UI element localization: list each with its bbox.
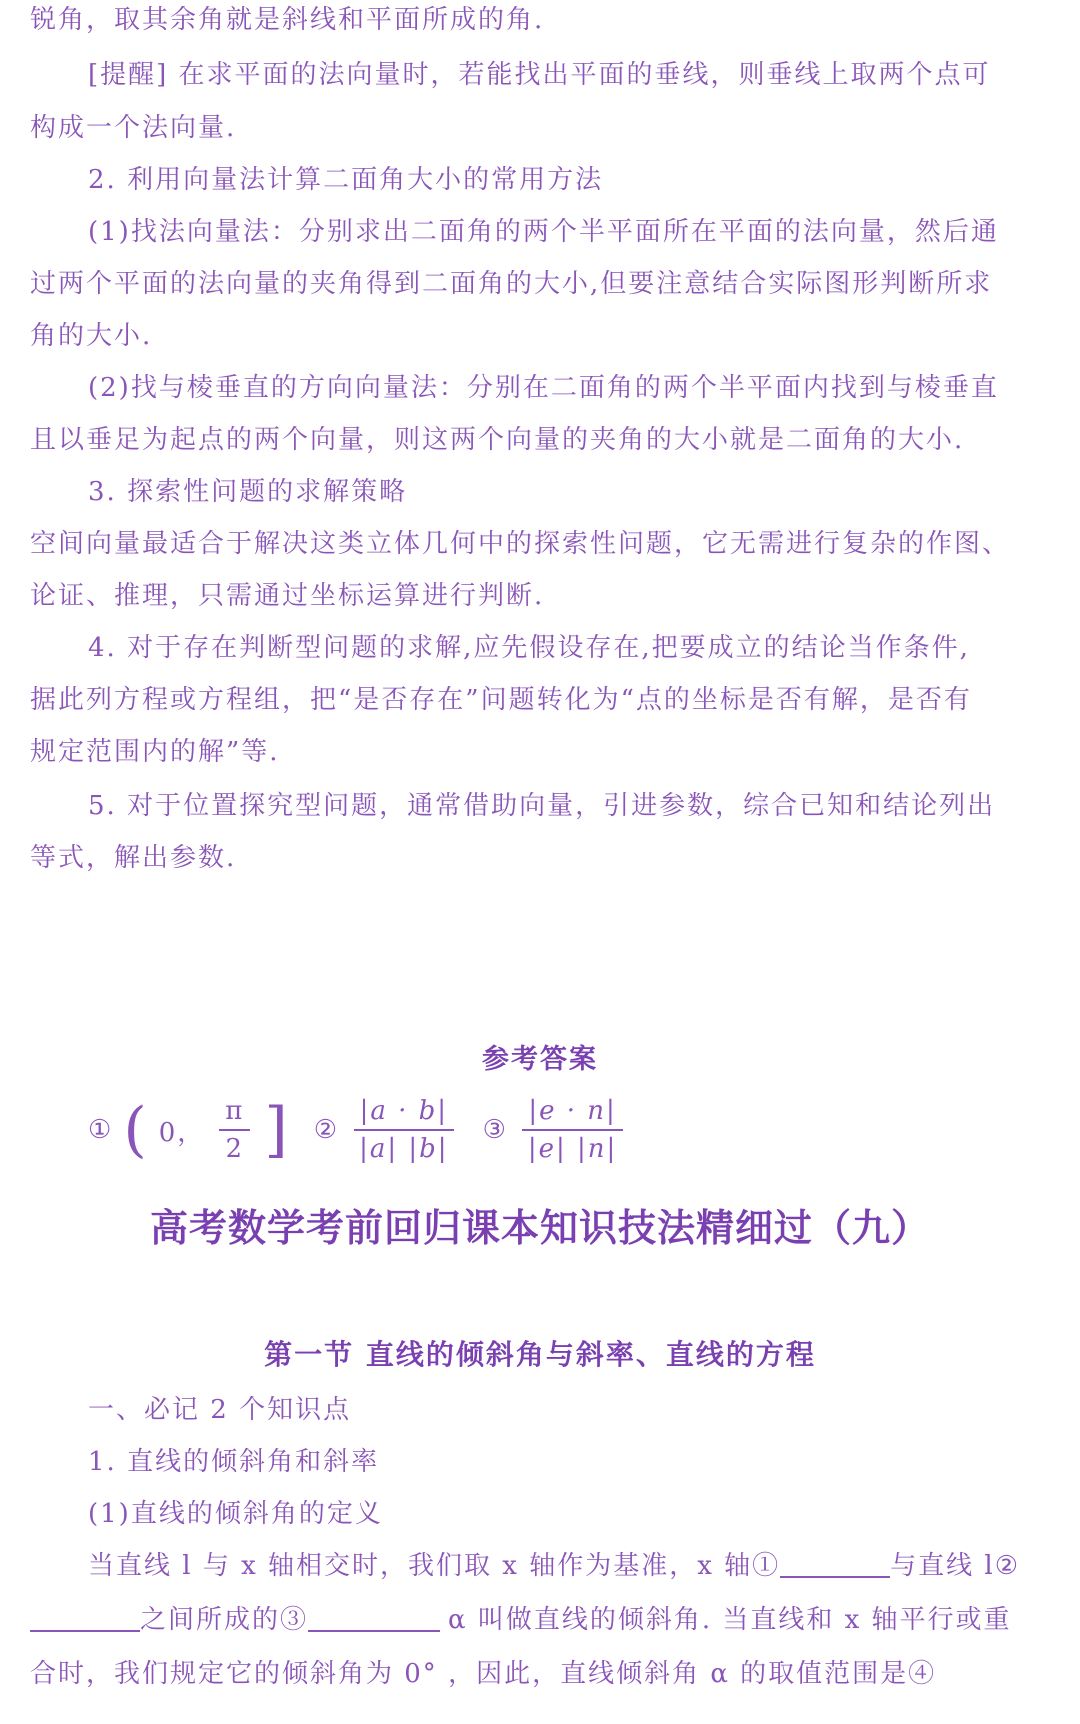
text-line: 据此列方程或方程组，把“是否存在”问题转化为“点的坐标是否有解，是否有 — [30, 685, 972, 715]
text-line — [30, 1600, 1012, 1640]
text-fragment: 之间所成的③ — [140, 1605, 309, 1635]
text-line: (2)找与棱垂直的方向向量法：分别在二面角的两个半平面内找到与棱垂直 — [88, 373, 999, 403]
fraction-denominator: |a| |b| — [359, 1134, 449, 1164]
fraction-ab — [353, 1093, 454, 1167]
answer-formulas — [88, 1085, 627, 1175]
fraction-numerator: π — [219, 1093, 250, 1131]
fraction-numerator: |e · n| — [522, 1093, 622, 1131]
fill-blank-1 — [780, 1550, 890, 1578]
text-line: 空间向量最适合于解决这类立体几何中的探索性问题，它无需进行复杂的作图、 — [30, 529, 1011, 559]
text-line: 论证、推理，只需通过坐标运算进行判断. — [30, 581, 545, 611]
text-line: 5. 对于位置探究型问题，通常借助向量，引进参数，综合已知和结论列出 — [88, 791, 996, 821]
left-paren: ( — [123, 1095, 149, 1165]
fraction-pi-over-2 — [219, 1093, 250, 1167]
fraction-denominator: 2 — [225, 1134, 245, 1164]
text-line: 一、必记 2 个知识点 — [88, 1395, 352, 1425]
text-line: 构成一个法向量. — [30, 113, 237, 143]
main-title: 高考数学考前回归课本知识技法精细过（九） — [149, 1205, 930, 1250]
text-line: 合时，我们规定它的倾斜角为 0° ，因此，直线倾斜角 α 的取值范围是④ — [30, 1659, 937, 1689]
text-line: 4. 对于存在判断型问题的求解,应先假设存在,把要成立的结论当作条件, — [88, 633, 970, 663]
answer-mark-3: ③ — [482, 1115, 508, 1145]
answer-title: 参考答案 — [482, 1044, 598, 1075]
fraction-numerator: |a · b| — [354, 1093, 454, 1131]
right-bracket: ] — [264, 1095, 290, 1165]
text-line: [提醒] 在求平面的法向量时，若能找出平面的垂线，则垂线上取两个点可 — [88, 60, 991, 90]
fill-blank-3 — [308, 1604, 440, 1632]
text-line: 过两个平面的法向量的夹角得到二面角的大小,但要注意结合实际图形判断所求 — [30, 269, 993, 299]
text-fragment: α 叫做直线的倾斜角. 当直线和 x 轴平行或重 — [448, 1605, 1012, 1635]
text-fragment: 当直线 l 与 x 轴相交时，我们取 x 轴作为基准，x 轴① — [88, 1551, 781, 1581]
text-line: (1)直线的倾斜角的定义 — [88, 1499, 383, 1529]
fraction-en — [522, 1093, 623, 1167]
text-line — [88, 1546, 1020, 1586]
text-line: 规定范围内的解”等. — [30, 737, 280, 767]
text-line: (1)找法向量法：分别求出二面角的两个半平面所在平面的法向量，然后通 — [88, 217, 999, 247]
text-fragment: 与直线 l② — [890, 1551, 1021, 1581]
text-line: 1. 直线的倾斜角和斜率 — [88, 1447, 380, 1477]
text-line: 锐角，取其余角就是斜线和平面所成的角. — [30, 5, 545, 35]
answer-mark-1: ① — [88, 1115, 114, 1145]
section-heading: 3. 探索性问题的求解策略 — [88, 477, 408, 507]
fill-blank-2 — [30, 1604, 140, 1632]
interval-left: 0， — [158, 1117, 206, 1148]
fraction-denominator: |e| |n| — [527, 1134, 618, 1164]
section-heading: 2. 利用向量法计算二面角大小的常用方法 — [88, 165, 604, 195]
text-line: 角的大小. — [30, 321, 153, 351]
text-line: 且以垂足为起点的两个向量，则这两个向量的夹角的大小就是二面角的大小. — [30, 425, 965, 455]
section-title: 第一节 直线的倾斜角与斜率、直线的方程 — [264, 1338, 816, 1371]
text-line: 等式，解出参数. — [30, 843, 237, 873]
answer-mark-2: ② — [313, 1115, 340, 1145]
